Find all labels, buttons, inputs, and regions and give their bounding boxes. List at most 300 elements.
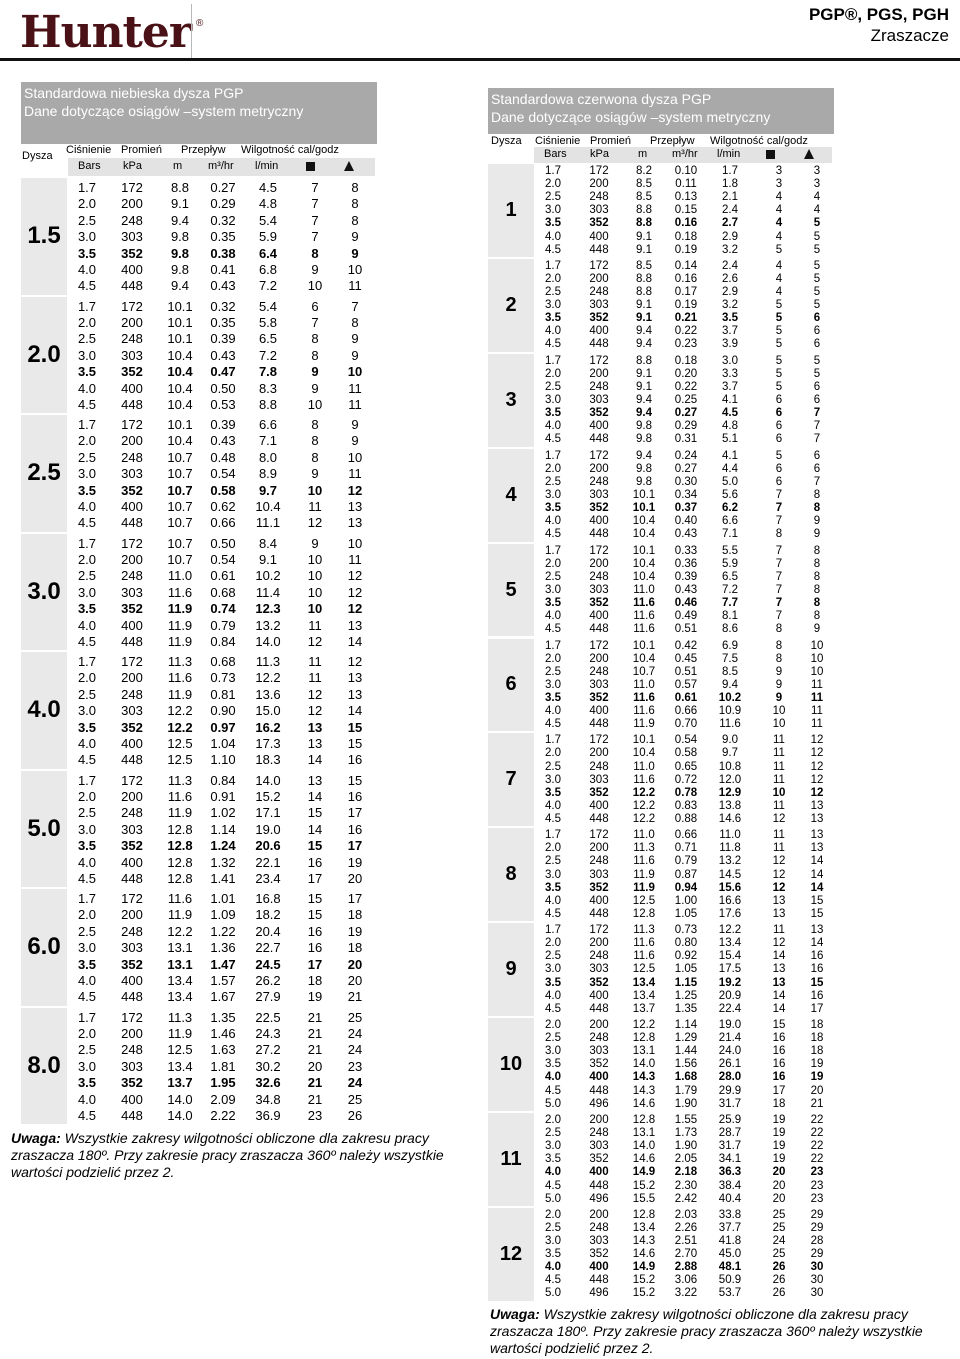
cell-kpa: 303 bbox=[121, 1058, 143, 1074]
cell-precip-triangle: 25 bbox=[347, 1009, 363, 1025]
cell-precip-square: 17 bbox=[307, 956, 323, 972]
table-title-line1: Standardowa niebieska dysza PGP bbox=[24, 85, 244, 101]
table-row bbox=[69, 331, 375, 347]
cell-flow-m3hr: 0.20 bbox=[674, 367, 698, 380]
cell-bars: 2.0 bbox=[545, 937, 561, 950]
table-row bbox=[536, 1019, 834, 1032]
cell-bars: 3.5 bbox=[545, 312, 561, 325]
table-title bbox=[488, 88, 834, 134]
table-row bbox=[69, 483, 375, 499]
cell-radius: 12.2 bbox=[167, 923, 193, 939]
cell-precip-square: 11 bbox=[773, 842, 785, 855]
cell-precip-triangle: 14 bbox=[810, 868, 824, 881]
nozzle-size: 5.0 bbox=[21, 771, 67, 888]
cell-radius: 14.6 bbox=[632, 1153, 656, 1166]
cell-bars: 2.5 bbox=[545, 1221, 561, 1234]
table-row bbox=[536, 937, 834, 950]
col-header-precip: Wilgotność cal/godz bbox=[710, 135, 808, 147]
col-header-pressure: Ciśnienie bbox=[535, 135, 581, 147]
cell-flow-m3hr: 0.37 bbox=[674, 502, 698, 515]
cell-precip-square: 12 bbox=[772, 812, 786, 825]
cell-radius: 12.2 bbox=[632, 812, 656, 825]
nozzle-rows bbox=[536, 639, 834, 734]
blue-nozzle-table bbox=[21, 82, 377, 1130]
cell-bars: 2.0 bbox=[77, 788, 97, 804]
nozzle-size: 3 bbox=[488, 354, 534, 447]
cell-flow-m3hr: 1.14 bbox=[674, 1019, 698, 1032]
cell-precip-square: 12 bbox=[307, 703, 323, 719]
cell-flow-lmin: 21.4 bbox=[718, 1032, 742, 1045]
cell-precip-triangle: 18 bbox=[810, 1032, 824, 1045]
cell-bars: 4.5 bbox=[545, 1002, 561, 1015]
cell-precip-square: 18 bbox=[307, 973, 323, 988]
cell-precip-square: 13 bbox=[307, 736, 323, 751]
cell-precip-square: 4 bbox=[775, 204, 783, 217]
cell-flow-lmin: 11.3 bbox=[255, 654, 281, 669]
cell-precip-triangle: 22 bbox=[810, 1153, 824, 1166]
table-title-line1: Standardowa czerwona dysza PGP bbox=[491, 91, 712, 107]
cell-precip-square: 9 bbox=[311, 535, 319, 551]
cell-precip-triangle: 19 bbox=[810, 1071, 824, 1084]
cell-bars: 3.5 bbox=[545, 976, 561, 989]
cell-precip-triangle: 13 bbox=[810, 924, 824, 937]
cell-flow-m3hr: 0.43 bbox=[210, 347, 236, 363]
table-row bbox=[536, 1058, 834, 1071]
table-row bbox=[536, 299, 834, 312]
cell-flow-lmin: 22.5 bbox=[255, 1009, 281, 1025]
cell-bars: 4.0 bbox=[545, 1166, 561, 1179]
nozzle-rows bbox=[69, 771, 375, 890]
cell-flow-m3hr: 0.80 bbox=[674, 937, 698, 950]
cell-flow-lmin: 22.4 bbox=[718, 1002, 742, 1015]
cell-kpa: 400 bbox=[589, 705, 609, 717]
nozzle-group bbox=[21, 297, 375, 416]
units-row bbox=[68, 158, 375, 176]
cell-radius: 10.7 bbox=[167, 535, 193, 551]
cell-flow-lmin: 2.7 bbox=[722, 217, 738, 230]
cell-bars: 3.5 bbox=[545, 1248, 561, 1261]
cell-flow-m3hr: 0.73 bbox=[674, 924, 698, 937]
cell-precip-triangle: 10 bbox=[810, 665, 824, 678]
cell-precip-square: 5 bbox=[775, 367, 783, 380]
cell-kpa: 448 bbox=[121, 989, 143, 1005]
cell-bars: 2.0 bbox=[545, 1208, 561, 1221]
cell-bars: 3.5 bbox=[77, 956, 97, 972]
cell-flow-m3hr: 1.90 bbox=[674, 1140, 698, 1153]
product-models: PGP®, PGS, PGH bbox=[808, 5, 949, 24]
cell-flow-m3hr: 0.84 bbox=[210, 633, 236, 649]
table-row bbox=[536, 463, 834, 476]
cell-flow-lmin: 10.8 bbox=[718, 760, 742, 773]
nozzle-rows bbox=[536, 449, 834, 544]
nozzle-group bbox=[488, 1018, 834, 1113]
cell-precip-triangle: 5 bbox=[813, 259, 821, 272]
cell-flow-lmin: 5.4 bbox=[258, 298, 278, 314]
table-row bbox=[69, 299, 375, 315]
cell-flow-lmin: 7.2 bbox=[258, 347, 278, 363]
cell-kpa: 496 bbox=[589, 1097, 609, 1110]
cell-flow-lmin: 2.9 bbox=[722, 286, 738, 299]
table-row bbox=[536, 1180, 834, 1193]
cell-precip-triangle: 19 bbox=[347, 923, 363, 939]
cell-precip-square: 7 bbox=[775, 502, 783, 515]
cell-flow-lmin: 13.8 bbox=[718, 799, 742, 812]
cell-radius: 11.0 bbox=[633, 760, 655, 773]
cell-kpa: 400 bbox=[589, 989, 609, 1002]
cell-flow-m3hr: 0.40 bbox=[674, 515, 698, 528]
cell-flow-m3hr: 2.03 bbox=[674, 1208, 698, 1221]
cell-bars: 3.0 bbox=[545, 773, 561, 786]
nozzle-group bbox=[488, 259, 834, 354]
cell-bars: 3.0 bbox=[545, 1235, 561, 1248]
cell-precip-triangle: 9 bbox=[351, 331, 359, 347]
cell-bars: 1.7 bbox=[545, 639, 561, 652]
cell-precip-triangle: 12 bbox=[810, 734, 824, 747]
col-header-pressure: Ciśnienie bbox=[66, 144, 112, 156]
cell-flow-m3hr: 1.81 bbox=[210, 1058, 236, 1074]
cell-precip-triangle: 21 bbox=[810, 1097, 824, 1110]
cell-flow-m3hr: 0.21 bbox=[674, 312, 698, 325]
cell-precip-square: 13 bbox=[307, 772, 323, 788]
cell-bars: 3.0 bbox=[545, 678, 561, 691]
table-row bbox=[536, 1287, 834, 1300]
cell-flow-lmin: 23.4 bbox=[255, 870, 281, 886]
cell-flow-m3hr: 1.24 bbox=[210, 838, 236, 854]
cell-precip-square: 10 bbox=[307, 568, 323, 584]
cell-precip-triangle: 8 bbox=[813, 502, 821, 515]
cell-radius: 11.6 bbox=[167, 670, 193, 686]
cell-precip-square: 4 bbox=[775, 217, 783, 230]
cell-flow-m3hr: 1.29 bbox=[674, 1032, 698, 1045]
table-row bbox=[69, 499, 375, 515]
cell-bars: 1.7 bbox=[77, 298, 97, 314]
cell-precip-square: 21 bbox=[307, 1091, 323, 1107]
cell-bars: 2.5 bbox=[545, 1032, 561, 1045]
cell-radius: 8.8 bbox=[636, 272, 652, 285]
cell-flow-lmin: 9.4 bbox=[722, 678, 738, 691]
cell-kpa: 448 bbox=[589, 433, 609, 446]
cell-precip-square: 19 bbox=[772, 1127, 786, 1140]
cell-precip-triangle: 17 bbox=[347, 891, 363, 906]
cell-precip-triangle: 9 bbox=[351, 229, 359, 245]
cell-flow-lmin: 8.8 bbox=[258, 396, 278, 412]
table-row bbox=[536, 842, 834, 855]
cell-precip-square: 11 bbox=[773, 773, 785, 786]
table-row bbox=[536, 325, 834, 338]
cell-kpa: 172 bbox=[121, 1009, 143, 1025]
cell-flow-m3hr: 0.51 bbox=[674, 665, 698, 678]
cell-precip-square: 21 bbox=[307, 1009, 323, 1025]
cell-precip-triangle: 8 bbox=[351, 196, 359, 212]
table-row bbox=[536, 515, 834, 528]
cell-bars: 1.7 bbox=[545, 734, 561, 747]
cell-precip-square: 13 bbox=[772, 976, 786, 989]
cell-kpa: 303 bbox=[589, 868, 609, 881]
cell-precip-triangle: 3 bbox=[813, 178, 821, 191]
nozzle-size: 11 bbox=[488, 1113, 534, 1206]
cell-radius: 12.8 bbox=[167, 870, 193, 886]
cell-flow-m3hr: 2.09 bbox=[210, 1091, 236, 1107]
cell-bars: 4.5 bbox=[545, 812, 561, 825]
cell-precip-triangle: 9 bbox=[813, 623, 821, 636]
cell-precip-triangle: 18 bbox=[347, 907, 363, 923]
table-row bbox=[69, 278, 375, 294]
table-row bbox=[536, 1003, 834, 1016]
cell-precip-square: 10 bbox=[772, 705, 786, 717]
cell-precip-square: 10 bbox=[772, 718, 786, 731]
cell-precip-square: 14 bbox=[307, 788, 323, 804]
cell-bars: 2.5 bbox=[545, 570, 561, 583]
cell-precip-square: 14 bbox=[772, 989, 786, 1002]
cell-precip-square: 8 bbox=[311, 347, 319, 363]
cell-flow-m3hr: 1.63 bbox=[210, 1042, 236, 1058]
cell-precip-square: 13 bbox=[772, 894, 786, 907]
cell-bars: 4.5 bbox=[77, 989, 97, 1005]
cell-radius: 11.6 bbox=[633, 705, 655, 717]
nozzle-size: 6 bbox=[488, 639, 534, 732]
cell-kpa: 248 bbox=[589, 1221, 609, 1234]
cell-precip-triangle: 11 bbox=[348, 466, 362, 482]
cell-flow-m3hr: 0.36 bbox=[674, 557, 698, 570]
cell-precip-square: 8 bbox=[311, 331, 319, 347]
cell-flow-lmin: 26.1 bbox=[718, 1058, 742, 1071]
nozzle-group bbox=[488, 639, 834, 734]
cell-flow-lmin: 24.0 bbox=[718, 1045, 742, 1058]
table-row bbox=[536, 813, 834, 826]
cell-precip-triangle: 5 bbox=[813, 272, 821, 285]
cell-radius: 11.6 bbox=[167, 788, 193, 804]
cell-radius: 10.4 bbox=[632, 747, 656, 760]
cell-flow-lmin: 11.1 bbox=[255, 515, 281, 531]
cell-flow-m3hr: 0.54 bbox=[674, 734, 698, 747]
cell-bars: 2.5 bbox=[77, 449, 97, 465]
cell-radius: 15.2 bbox=[632, 1287, 656, 1300]
nozzle-group bbox=[488, 923, 834, 1018]
cell-kpa: 200 bbox=[121, 1025, 143, 1041]
cell-flow-m3hr: 0.39 bbox=[210, 417, 236, 432]
cell-precip-square: 3 bbox=[775, 165, 783, 177]
triangle-spacing-icon bbox=[344, 161, 354, 171]
cell-precip-triangle: 19 bbox=[347, 854, 363, 870]
cell-kpa: 448 bbox=[121, 870, 143, 886]
col-header-radius: Promień bbox=[121, 144, 162, 156]
cell-flow-m3hr: 0.53 bbox=[210, 396, 236, 412]
cell-bars: 1.7 bbox=[545, 449, 561, 462]
cell-flow-m3hr: 0.27 bbox=[674, 462, 698, 475]
cell-radius: 11.6 bbox=[633, 773, 655, 786]
header-title bbox=[809, 4, 949, 46]
cell-radius: 12.2 bbox=[167, 703, 193, 719]
cell-kpa: 400 bbox=[589, 1071, 609, 1084]
table-row bbox=[536, 1032, 834, 1045]
cell-precip-square: 5 bbox=[775, 243, 783, 256]
cell-bars: 3.5 bbox=[545, 1058, 561, 1071]
cell-radius: 10.4 bbox=[167, 364, 193, 380]
cell-bars: 4.0 bbox=[545, 325, 561, 338]
cell-radius: 10.7 bbox=[167, 515, 193, 531]
cell-flow-lmin: 12.2 bbox=[255, 670, 281, 686]
cell-precip-triangle: 10 bbox=[347, 364, 363, 380]
cell-radius: 9.1 bbox=[636, 380, 652, 393]
nozzle-size: 12 bbox=[488, 1208, 534, 1301]
cell-bars: 4.0 bbox=[545, 610, 561, 623]
cell-precip-triangle: 8 bbox=[351, 180, 359, 195]
table-row bbox=[536, 734, 834, 747]
cell-radius: 11.9 bbox=[167, 617, 193, 633]
table-row bbox=[69, 789, 375, 805]
cell-flow-lmin: 8.1 bbox=[722, 610, 738, 623]
cell-radius: 13.1 bbox=[632, 1045, 656, 1058]
cell-flow-m3hr: 1.46 bbox=[210, 1025, 236, 1041]
cell-bars: 2.5 bbox=[77, 686, 97, 702]
cell-flow-lmin: 12.0 bbox=[718, 773, 742, 786]
cell-flow-m3hr: 0.23 bbox=[674, 338, 698, 351]
header-divider bbox=[191, 4, 192, 58]
cell-flow-m3hr: 0.78 bbox=[674, 786, 698, 799]
cell-flow-lmin: 17.5 bbox=[718, 963, 742, 976]
table-row bbox=[69, 720, 375, 736]
cell-flow-lmin: 13.6 bbox=[255, 686, 281, 702]
cell-radius: 12.8 bbox=[632, 1208, 656, 1221]
cell-precip-triangle: 5 bbox=[813, 217, 821, 230]
table-row bbox=[536, 800, 834, 813]
cell-radius: 14.0 bbox=[167, 1091, 193, 1107]
table-row bbox=[536, 231, 834, 244]
cell-precip-triangle: 20 bbox=[347, 973, 363, 988]
table-row bbox=[536, 1166, 834, 1179]
table-row bbox=[536, 244, 834, 257]
cell-flow-m3hr: 1.57 bbox=[210, 973, 236, 988]
cell-flow-m3hr: 0.50 bbox=[210, 380, 236, 396]
cell-kpa: 400 bbox=[589, 1261, 609, 1274]
cell-radius: 11.3 bbox=[167, 654, 193, 669]
cell-radius: 11.9 bbox=[167, 686, 193, 702]
cell-kpa: 200 bbox=[589, 747, 609, 760]
cell-flow-lmin: 50.9 bbox=[718, 1274, 742, 1287]
cell-flow-lmin: 13.2 bbox=[255, 617, 281, 633]
cell-precip-triangle: 12 bbox=[347, 568, 363, 584]
cell-radius: 9.1 bbox=[636, 299, 652, 312]
cell-kpa: 448 bbox=[589, 1002, 609, 1015]
cell-flow-lmin: 13.4 bbox=[718, 937, 742, 950]
unit-bars: Bars bbox=[78, 160, 101, 172]
nozzle-size: 9 bbox=[488, 923, 534, 1016]
cell-precip-square: 10 bbox=[307, 482, 323, 498]
cell-flow-lmin: 26.2 bbox=[255, 973, 281, 988]
cell-flow-lmin: 4.5 bbox=[258, 180, 278, 195]
cell-flow-lmin: 36.9 bbox=[255, 1107, 281, 1123]
cell-flow-lmin: 18.3 bbox=[255, 752, 281, 768]
cell-precip-square: 12 bbox=[772, 868, 786, 881]
cell-bars: 2.5 bbox=[77, 331, 97, 347]
cell-kpa: 200 bbox=[121, 314, 143, 330]
note-label: Uwaga: bbox=[11, 1130, 61, 1146]
cell-kpa: 400 bbox=[121, 973, 143, 988]
col-header-flow: Przepływ bbox=[181, 144, 226, 156]
cell-flow-lmin: 20.4 bbox=[255, 923, 281, 939]
cell-precip-triangle: 16 bbox=[810, 950, 824, 963]
cell-precip-triangle: 6 bbox=[813, 394, 821, 407]
cell-kpa: 200 bbox=[121, 196, 143, 212]
cell-flow-m3hr: 1.15 bbox=[674, 976, 698, 989]
cell-precip-triangle: 22 bbox=[810, 1127, 824, 1140]
cell-precip-triangle: 7 bbox=[813, 433, 821, 446]
cell-bars: 1.7 bbox=[77, 772, 97, 788]
nozzle-group bbox=[488, 164, 834, 259]
cell-flow-lmin: 24.3 bbox=[255, 1025, 281, 1041]
table-row bbox=[536, 1085, 834, 1098]
cell-flow-lmin: 34.8 bbox=[255, 1091, 281, 1107]
cell-radius: 9.4 bbox=[636, 449, 652, 462]
cell-flow-lmin: 3.2 bbox=[722, 299, 738, 312]
table-row bbox=[69, 654, 375, 670]
cell-bars: 2.5 bbox=[545, 286, 561, 299]
cell-precip-triangle: 16 bbox=[810, 963, 824, 976]
cell-precip-triangle: 17 bbox=[347, 805, 363, 821]
cell-kpa: 448 bbox=[589, 623, 609, 636]
cell-bars: 3.5 bbox=[77, 838, 97, 854]
cell-flow-lmin: 5.0 bbox=[722, 475, 738, 488]
cell-radius: 11.3 bbox=[633, 924, 655, 937]
table-row bbox=[536, 963, 834, 976]
cell-radius: 11.6 bbox=[633, 855, 655, 868]
nozzle-rows bbox=[69, 415, 375, 534]
cell-kpa: 352 bbox=[121, 719, 143, 735]
cell-kpa: 448 bbox=[589, 243, 609, 256]
cell-flow-lmin: 4.5 bbox=[722, 407, 738, 420]
cell-precip-square: 19 bbox=[772, 1140, 786, 1153]
cell-kpa: 400 bbox=[589, 799, 609, 812]
table-row bbox=[69, 1026, 375, 1042]
table-row bbox=[536, 977, 834, 990]
cell-radius: 9.4 bbox=[170, 278, 190, 294]
cell-precip-square: 10 bbox=[307, 396, 323, 412]
cell-bars: 3.0 bbox=[77, 703, 97, 719]
table-title bbox=[21, 82, 377, 144]
cell-radius: 12.2 bbox=[632, 1019, 656, 1032]
cell-radius: 12.8 bbox=[167, 854, 193, 870]
table-row bbox=[536, 1248, 834, 1261]
cell-radius: 9.1 bbox=[636, 312, 652, 325]
left-note bbox=[11, 1130, 481, 1181]
cell-precip-triangle: 16 bbox=[347, 788, 363, 804]
cell-flow-m3hr: 1.02 bbox=[210, 805, 236, 821]
cell-precip-triangle: 24 bbox=[347, 1025, 363, 1041]
cell-radius: 11.6 bbox=[633, 596, 655, 609]
cell-flow-m3hr: 0.43 bbox=[674, 528, 698, 541]
cell-precip-triangle: 13 bbox=[810, 812, 824, 825]
cell-radius: 10.1 bbox=[632, 544, 656, 557]
cell-precip-triangle: 12 bbox=[347, 584, 363, 600]
cell-radius: 9.8 bbox=[636, 433, 652, 446]
cell-radius: 12.5 bbox=[167, 1042, 193, 1058]
cell-flow-lmin: 11.6 bbox=[719, 718, 741, 731]
cell-kpa: 248 bbox=[589, 855, 609, 868]
cell-flow-m3hr: 0.19 bbox=[674, 299, 698, 312]
table-row bbox=[69, 1010, 375, 1026]
cell-precip-square: 7 bbox=[775, 557, 783, 570]
table-row bbox=[69, 180, 375, 196]
cell-kpa: 352 bbox=[589, 312, 609, 325]
cell-precip-square: 26 bbox=[772, 1287, 786, 1300]
cell-flow-lmin: 12.3 bbox=[255, 601, 281, 617]
cell-flow-lmin: 15.6 bbox=[718, 881, 742, 894]
nozzle-size: 4 bbox=[488, 449, 534, 542]
cell-flow-lmin: 18.2 bbox=[255, 907, 281, 923]
cell-precip-triangle: 13 bbox=[347, 515, 363, 531]
cell-flow-m3hr: 0.65 bbox=[674, 760, 698, 773]
cell-precip-square: 17 bbox=[772, 1084, 786, 1097]
